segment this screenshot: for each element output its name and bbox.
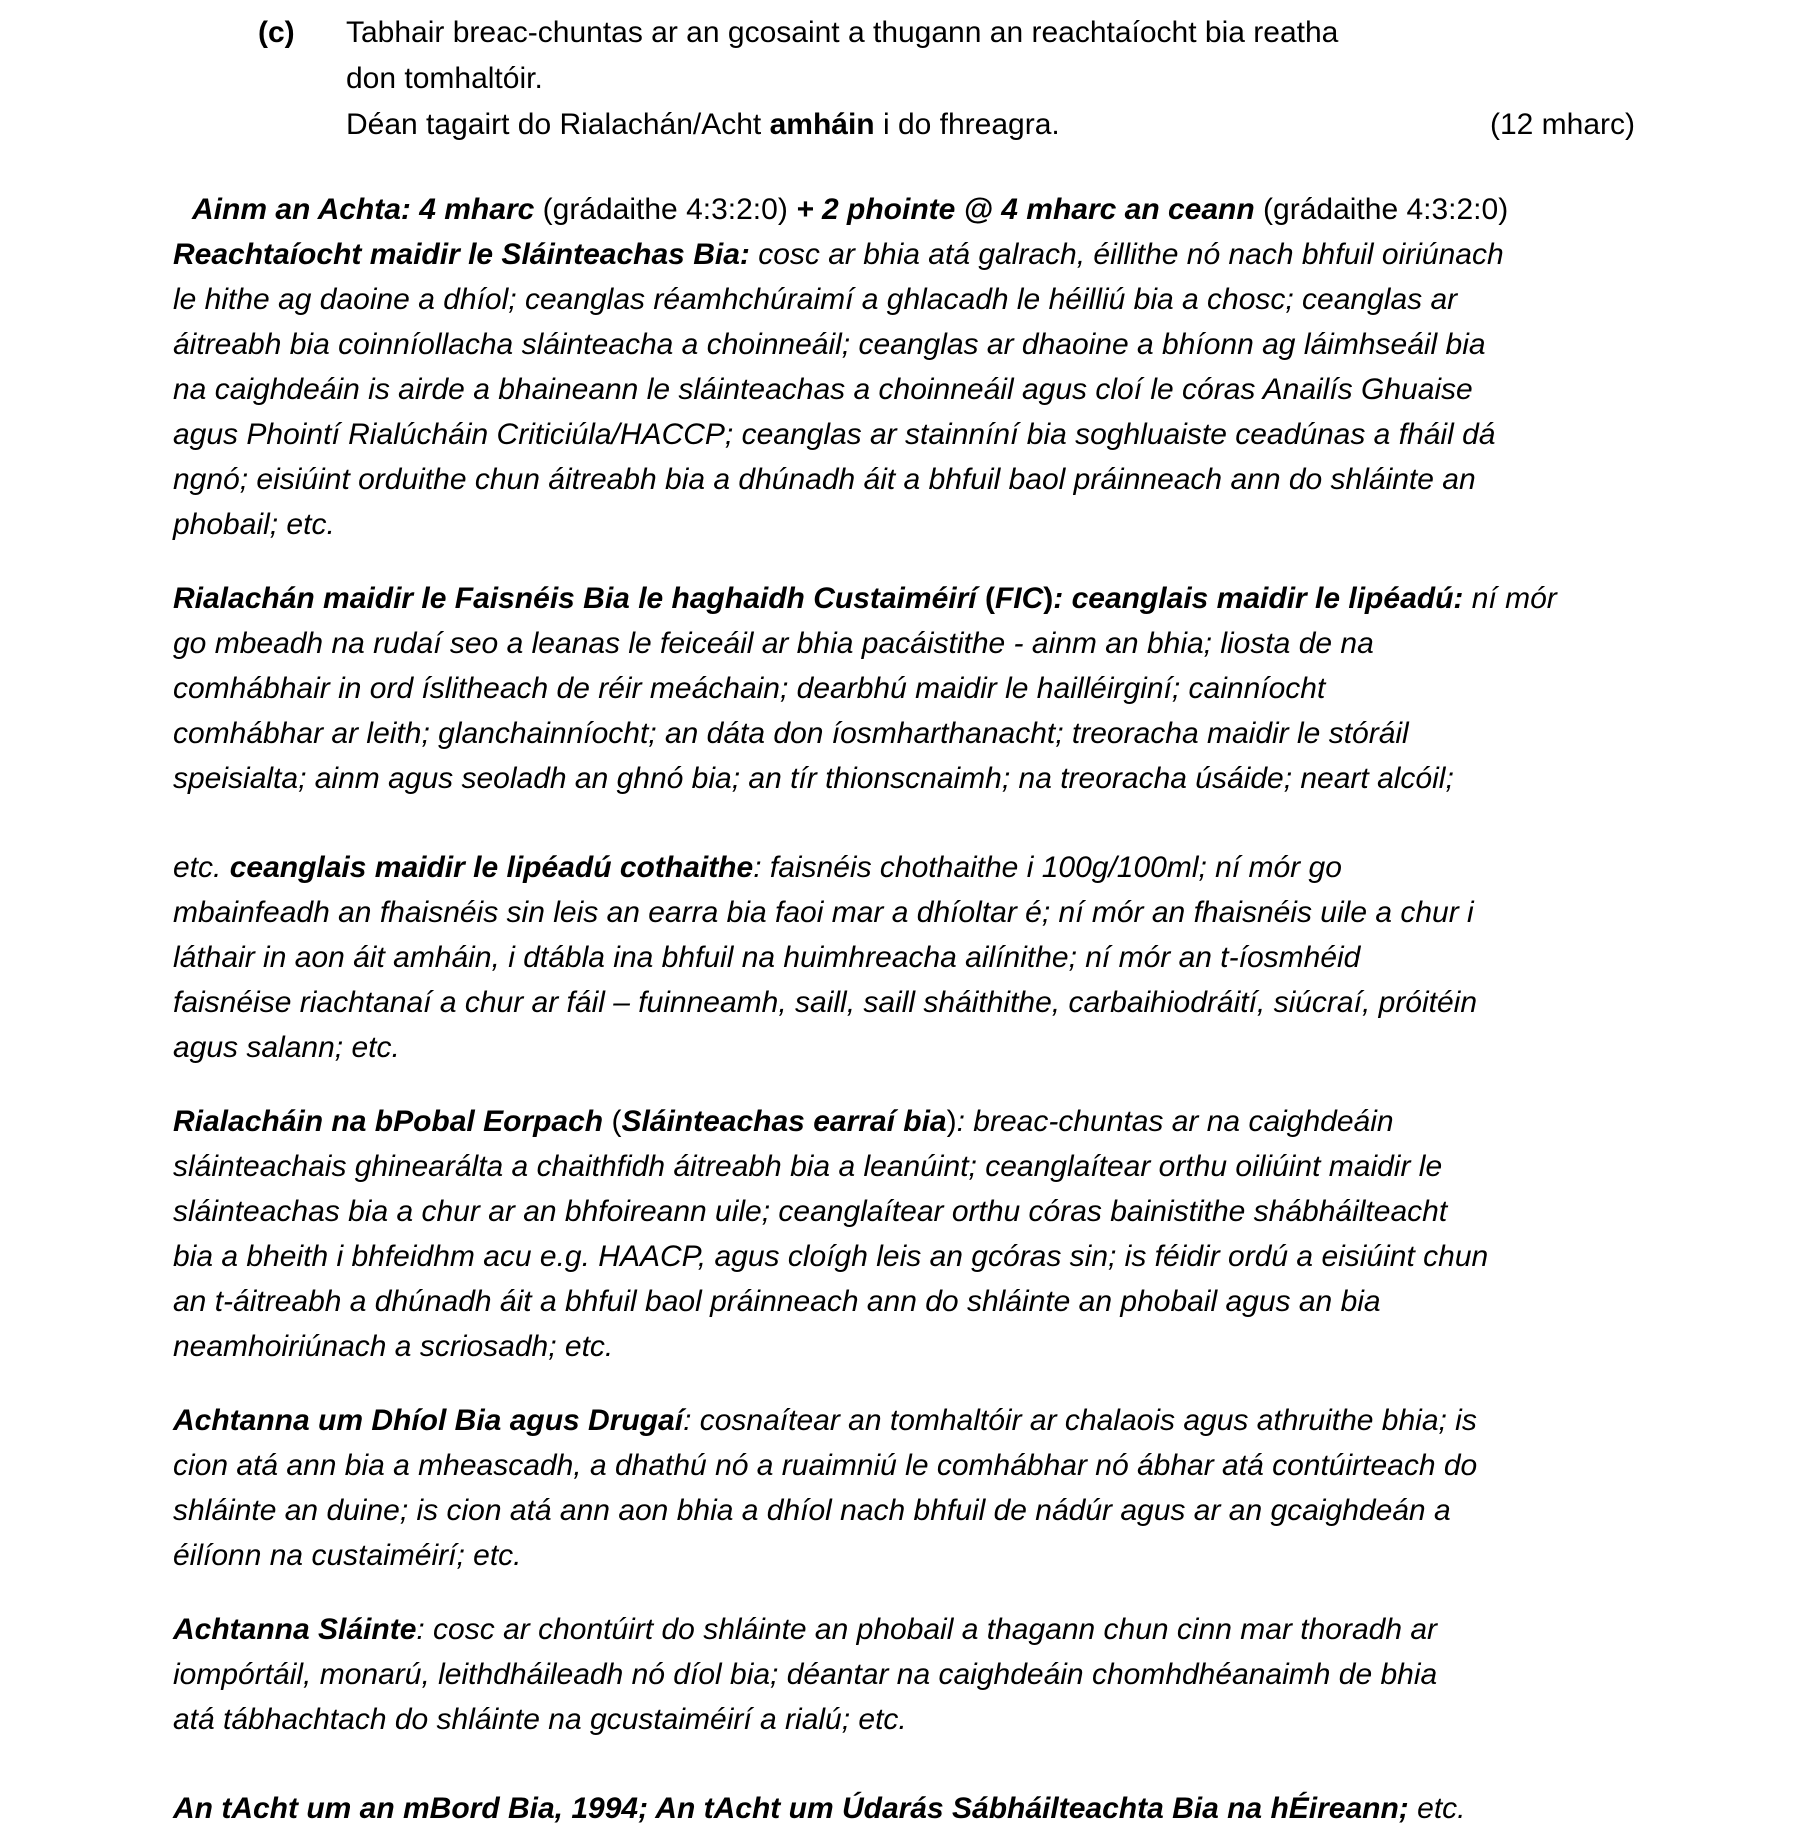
fic-text-1: ní mór (1463, 582, 1557, 615)
marking-graded-2: (grádaithe 4:3:2:0) (1254, 193, 1509, 226)
hygiene-line-2: le hithe ag daoine a dhíol; ceanglas réamhchúraimí a ghlacadh le héilliú bia a chosc; ceanglas ar (173, 283, 1458, 316)
fic-heading-b: : ceanglais maidir le lipéadú: (1053, 582, 1464, 615)
fic-line-1 (173, 576, 1663, 621)
fic-line-4: comhábhar ar leith; glanchainníocht; an dáta don íosmharthanacht; treoracha maidir le stóráil (173, 717, 1409, 750)
hygiene-line-7: phobail; etc. (173, 508, 335, 541)
question-line-3-bold: amháin (769, 108, 875, 141)
section-eu (173, 1099, 1663, 1369)
question-label: (c) (258, 16, 295, 49)
fic-line-2: go mbeadh na rudaí seo a leanas le feiceáil ar bhia pacáistithe - ainm an bhia; liosta de na (173, 627, 1374, 660)
health-line-2: iompórtáil, monarú, leithdháileadh nó díol bia; déantar na caighdeáin chomhdhéanaimh de bhia (173, 1658, 1438, 1691)
eu-line-4: bia a bheith i bhfeidhm acu e.g. HAACP, agus cloígh leis an gcóras sin; is féidir ordú a eisiúint chun (173, 1240, 1489, 1273)
question-line-2: don tomhaltóir. (346, 62, 543, 95)
hygiene-text-1: cosc ar bhia atá galrach, éillithe nó nach bhfuil oiriúnach (749, 238, 1504, 271)
eu-heading-b: Sláinteachas earraí bia (621, 1105, 947, 1138)
hygiene-heading: Reachtaíocht maidir le Sláinteachas Bia: (173, 238, 750, 271)
question-text (346, 10, 1646, 148)
fic-line-8: láthair in aon áit amháin, i dtábla ina bhfuil na huimhreacha ailínithe; ní mór an t-íosmhéid (173, 941, 1361, 974)
fic-heading-abbr: FIC (994, 582, 1044, 615)
section-fic (173, 576, 1663, 1070)
question-line-3-post: i do fhreagra. (874, 108, 1060, 141)
eu-paren-open: ( (603, 1105, 622, 1138)
marking-graded-1: (grádaithe 4:3:2:0) (534, 193, 797, 226)
sale-heading: Achtanna um Dhíol Bia agus Drugaí (173, 1404, 684, 1437)
health-line-3: atá tábhachtach do shláinte na gcustaiméirí a rialú; etc. (173, 1703, 907, 1736)
sale-text-1: : cosnaítear an tomhaltóir ar chalaois agus athruithe bhia; is (683, 1404, 1477, 1437)
fic-line-6 (173, 845, 1663, 890)
hygiene-line-1 (173, 232, 1663, 277)
marking-name-bold: Ainm an Achta: 4 mharc (192, 193, 535, 226)
hygiene-line-6: ngnó; eisiúint orduithe chun áitreabh bia a dhúnadh áit a bhfuil baol práinneach ann do shláinte an (173, 463, 1476, 496)
fic-paren-close: ) (1043, 582, 1054, 615)
spacer (173, 1369, 1663, 1398)
health-text-1: : cosc ar chontúirt do shláinte an phobail a thagann chun cinn mar thoradh ar (416, 1613, 1438, 1646)
health-heading: Achtanna Sláinte (173, 1613, 417, 1646)
fic-paren-open: ( (984, 582, 995, 615)
spacer (173, 1742, 1663, 1786)
marking-scheme (173, 187, 1663, 1831)
fic-line-5: speisialta; ainm agus seoladh an ghnó bia; an tír thionscnaimh; na treoracha úsáide; neart alcóil; (173, 762, 1454, 795)
fic-nutrition-heading: ceanglais maidir le lipéadú cothaithe (229, 851, 754, 884)
fic-line-9: faisnéise riachtanaí a chur ar fáil – fuinneamh, saill, saill sháithithe, carbaihiodráití, siúcraí, próitéin (173, 986, 1478, 1019)
sale-line-1 (173, 1398, 1663, 1443)
fic-line-3: comhábhair in ord íslitheach de réir meáchain; dearbhú maidir le hailléirginí; cainníocht (173, 672, 1326, 705)
question-line-3-pre: Déan tagairt do Rialachán/Acht (346, 108, 770, 141)
section-sale (173, 1398, 1663, 1578)
acts-tail: etc. (1408, 1792, 1466, 1825)
spacer (173, 801, 1663, 845)
question-marks: (12 mharc) (1489, 108, 1635, 141)
section-acts (173, 1786, 1663, 1831)
spacer (173, 1578, 1663, 1607)
eu-line-1 (173, 1099, 1663, 1144)
spacer (173, 1070, 1663, 1099)
spacer (173, 547, 1663, 576)
fic-line-6-pre: etc. (173, 851, 230, 884)
fic-heading-a: Rialachán maidir le Faisnéis Bia le haghaidh Custaiméirí (173, 582, 985, 615)
hygiene-line-5: agus Phointí Rialúcháin Criticiúla/HACCP; ceanglas ar stainníní bia soghluaiste ceadúnas a fháil dá (173, 418, 1496, 451)
acts-line-1 (173, 1786, 1663, 1831)
question-line-1: Tabhair breac-chuntas ar an gcosaint a thugann an reachtaíocht bia reatha (346, 16, 1339, 49)
hygiene-line-3: áitreabh bia coinníollacha sláinteacha a choinneáil; ceanglas ar dhaoine a bhíonn ag láimhseáil bia (173, 328, 1486, 361)
fic-line-6-post: : faisnéis chothaithe i 100g/100ml; ní mór go (753, 851, 1342, 884)
eu-paren-close: ) (946, 1105, 957, 1138)
question-line-3 (346, 102, 1646, 148)
section-hygiene (173, 232, 1663, 547)
eu-text-1: : breac-chuntas ar na caighdeáin (956, 1105, 1394, 1138)
marking-allocation (173, 187, 1663, 232)
health-line-1 (173, 1607, 1663, 1652)
eu-heading-a: Rialacháin na bPobal Eorpach (173, 1105, 604, 1138)
acts-heading: An tAcht um an mBord Bia, 1994; An tAcht um Údarás Sábháilteachta Bia na hÉireann; (173, 1792, 1409, 1825)
marking-points-bold: + 2 phointe @ 4 mharc an ceann (796, 193, 1255, 226)
eu-line-2: sláinteachais ghinearálta a chaithfidh áitreabh bia a leanúint; ceanglaítear orthu oiliúint maidir le (173, 1150, 1443, 1183)
hygiene-line-4: na caighdeáin is airde a bhaineann le sláinteachas a choinneáil agus cloí le córas Anailís Ghuaise (173, 373, 1473, 406)
sale-line-4: éilíonn na custaiméirí; etc. (173, 1539, 522, 1572)
fic-line-10: agus salann; etc. (173, 1031, 400, 1064)
section-health (173, 1607, 1663, 1742)
sale-line-2: cion atá ann bia a mheascadh, a dhathú nó a ruaimniú le comhábhar nó ábhar atá contúirteach do (173, 1449, 1478, 1482)
eu-line-3: sláinteachas bia a chur ar an bhfoireann uile; ceanglaítear orthu córas bainistithe shábháilteacht (173, 1195, 1448, 1228)
sale-line-3: shláinte an duine; is cion atá ann aon bhia a dhíol nach bhfuil de nádúr agus ar an gcaighdeán a (173, 1494, 1451, 1527)
fic-line-7: mbainfeadh an fhaisnéis sin leis an earra bia faoi mar a dhíoltar é; ní mór an fhaisnéis uile a chur i (173, 896, 1474, 929)
eu-line-6: neamhoiriúnach a scriosadh; etc. (173, 1330, 614, 1363)
eu-line-5: an t-áitreabh a dhúnadh áit a bhfuil baol práinneach ann do shláinte an phobail agus an bia (173, 1285, 1381, 1318)
